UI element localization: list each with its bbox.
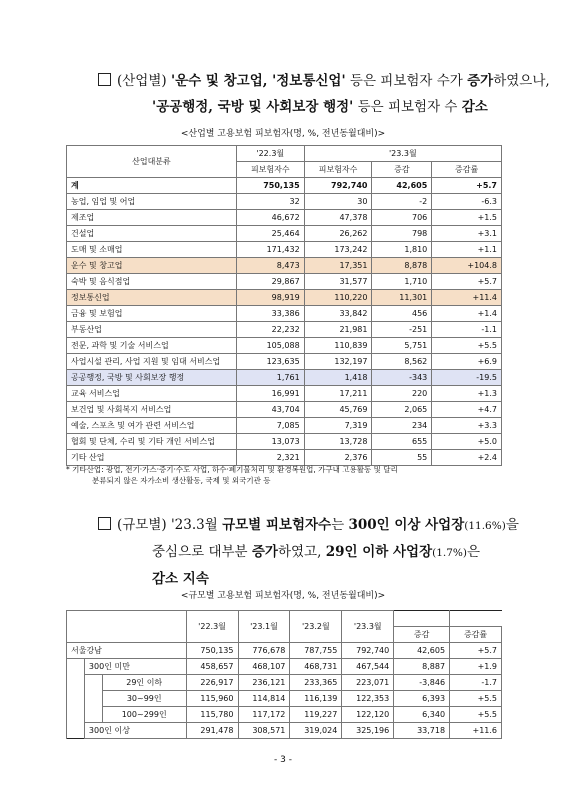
value-cell: 1,418	[304, 370, 372, 386]
table-row	[67, 691, 502, 707]
table-row	[67, 242, 502, 258]
value-cell: 119,227	[290, 707, 342, 723]
value-cell: 319,024	[290, 723, 342, 739]
summary-line-1	[98, 68, 550, 94]
checkbox-square-icon	[98, 517, 111, 530]
table-header-row	[67, 611, 502, 627]
value-cell: 2,376	[304, 450, 372, 466]
size-name-cell: 300인 미만	[84, 659, 186, 675]
value-cell: 706	[372, 210, 432, 226]
value-cell: 468,107	[238, 659, 290, 675]
indent-cell	[84, 707, 102, 723]
value-cell: 1,710	[372, 274, 432, 290]
value-cell: 29,867	[236, 274, 304, 290]
table-row	[67, 675, 502, 691]
industry-name-cell: 제조업	[67, 210, 237, 226]
value-cell: +5.5	[450, 707, 502, 723]
summary-text: 을	[505, 517, 519, 533]
value-cell: +1.9	[450, 659, 502, 675]
value-cell: +5.7	[432, 274, 502, 290]
section-industry-summary	[98, 68, 550, 120]
value-cell: 456	[372, 306, 432, 322]
header-industry: 산업대분류	[67, 146, 237, 178]
table-row	[67, 178, 502, 194]
value-cell: 32	[236, 194, 304, 210]
header-change: 증감	[394, 627, 450, 643]
value-cell: 17,211	[304, 386, 372, 402]
industry-name-cell: 계	[67, 178, 237, 194]
value-cell: 45,769	[304, 402, 372, 418]
industry-name-cell: 건설업	[67, 226, 237, 242]
value-cell: 55	[372, 450, 432, 466]
header-spacer	[450, 611, 502, 627]
summary-text: 하였으나,	[493, 73, 550, 89]
summary-bold-decrease: 감소	[461, 99, 488, 115]
subheader-rate: 증감률	[432, 162, 502, 178]
industry-name-cell: 정보통신업	[67, 290, 237, 306]
value-cell: +2.4	[432, 450, 502, 466]
value-cell: 26,262	[304, 226, 372, 242]
size-name-cell: 서울강남	[67, 643, 187, 659]
value-cell: 308,571	[238, 723, 290, 739]
size-table	[66, 610, 502, 739]
value-cell: 7,085	[236, 418, 304, 434]
summary-text: 은	[467, 544, 481, 560]
table-row	[67, 386, 502, 402]
table1-caption: <산업별 고용보험 피보험자(명, %, 전년동월대비)>	[180, 129, 386, 139]
value-cell: 1,810	[372, 242, 432, 258]
value-cell: +3.3	[432, 418, 502, 434]
size-name-cell: 30~99인	[102, 691, 186, 707]
table-row	[67, 707, 502, 723]
summary-bold: 감소 지속	[152, 571, 209, 587]
value-cell: 325,196	[342, 723, 394, 739]
value-cell: -19.5	[432, 370, 502, 386]
value-cell: +5.5	[432, 338, 502, 354]
table-row	[67, 322, 502, 338]
value-cell: 21,981	[304, 322, 372, 338]
value-cell: +1.4	[432, 306, 502, 322]
table-row	[67, 418, 502, 434]
value-cell: +11.6	[450, 723, 502, 739]
industry-name-cell: 기타 산업	[67, 450, 237, 466]
table-row	[67, 643, 502, 659]
value-cell: -6.3	[432, 194, 502, 210]
header-23-1: '23.1월	[238, 611, 290, 643]
value-cell: 6,393	[394, 691, 450, 707]
value-cell: +6.9	[432, 354, 502, 370]
footnote-line: * 기타산업: 광업, 전기·가스·증기·수도 사업, 하수·폐기물처리 및 환경복원업, 가구내 고용활동 및 달리	[66, 465, 398, 474]
industry-name-cell: 부동산업	[67, 322, 237, 338]
value-cell: +3.1	[432, 226, 502, 242]
header-23-3: '23.3월	[342, 611, 394, 643]
industry-name-cell: 전문, 과학 및 기술 서비스업	[67, 338, 237, 354]
table-row	[67, 402, 502, 418]
table1-footnote	[66, 464, 506, 486]
value-cell: 115,960	[186, 691, 238, 707]
summary-bold-industries: '운수 및 창고업, '정보통신업'	[170, 73, 346, 89]
indent-cell	[67, 659, 85, 675]
subheader-insured: 피보험자수	[304, 162, 372, 178]
value-cell: 750,135	[186, 643, 238, 659]
summary-text: 는	[331, 517, 349, 533]
value-cell: 13,073	[236, 434, 304, 450]
summary-bold: 규모별 피보험자수	[222, 517, 332, 533]
value-cell: -343	[372, 370, 432, 386]
table-row	[67, 258, 502, 274]
value-cell: 33,842	[304, 306, 372, 322]
summary-bold: 증가	[251, 544, 278, 560]
value-cell: 11,301	[372, 290, 432, 306]
header-22-3: '22.3월	[236, 146, 304, 162]
section-size-summary	[98, 512, 518, 592]
value-cell: 46,672	[236, 210, 304, 226]
industry-name-cell: 사업시설 관리, 사업 지원 및 임대 서비스업	[67, 354, 237, 370]
industry-name-cell: 금융 및 보험업	[67, 306, 237, 322]
value-cell: 122,120	[342, 707, 394, 723]
value-cell: 114,814	[238, 691, 290, 707]
header-blank	[67, 611, 187, 643]
value-cell: 13,728	[304, 434, 372, 450]
summary-text: 중심으로 대부분	[152, 544, 252, 560]
table-row	[67, 659, 502, 675]
industry-name-cell: 숙박 및 음식점업	[67, 274, 237, 290]
value-cell: 17,351	[304, 258, 372, 274]
value-cell: 173,242	[304, 242, 372, 258]
summary-text: 하였고,	[277, 544, 326, 560]
checkbox-square-icon	[98, 73, 111, 86]
table-header-row	[67, 146, 502, 162]
industry-table	[66, 145, 502, 466]
value-cell: 6,340	[394, 707, 450, 723]
value-cell: 8,473	[236, 258, 304, 274]
summary-percent: (1.7%)	[432, 547, 467, 559]
header-23-2: '23.2월	[290, 611, 342, 643]
value-cell: 42,605	[372, 178, 432, 194]
header-rate: 증감률	[450, 627, 502, 643]
value-cell: 226,917	[186, 675, 238, 691]
industry-name-cell: 농업, 임업 및 어업	[67, 194, 237, 210]
indent-cell	[67, 723, 85, 739]
value-cell: -2	[372, 194, 432, 210]
summary-line-1	[98, 512, 518, 539]
industry-name-cell: 운수 및 창고업	[67, 258, 237, 274]
subheader-insured: 피보험자수	[236, 162, 304, 178]
indent-cell	[67, 707, 85, 723]
table-row	[67, 354, 502, 370]
value-cell: 16,991	[236, 386, 304, 402]
industry-name-cell: 예술, 스포츠 및 여가 관련 서비스업	[67, 418, 237, 434]
summary-line-2	[98, 94, 518, 120]
value-cell: 776,678	[238, 643, 290, 659]
table-row	[67, 434, 502, 450]
value-cell: 2,065	[372, 402, 432, 418]
header-23-3: '23.3월	[304, 146, 501, 162]
size-name-cell: 300인 이상	[84, 723, 186, 739]
value-cell: +5.7	[450, 643, 502, 659]
summary-percent: (11.6%)	[464, 520, 506, 532]
value-cell: 220	[372, 386, 432, 402]
table-row	[67, 210, 502, 226]
value-cell: +1.1	[432, 242, 502, 258]
value-cell: 123,635	[236, 354, 304, 370]
table2-caption: <규모별 고용보험 피보험자(명, %, 전년동월대비)>	[180, 591, 386, 601]
value-cell: 8,887	[394, 659, 450, 675]
value-cell: -1.1	[432, 322, 502, 338]
value-cell: 223,071	[342, 675, 394, 691]
value-cell: 792,740	[304, 178, 372, 194]
value-cell: 105,088	[236, 338, 304, 354]
summary-line-2	[98, 539, 518, 566]
indent-cell	[67, 691, 85, 707]
value-cell: 458,657	[186, 659, 238, 675]
value-cell: -251	[372, 322, 432, 338]
size-name-cell: 100~299인	[102, 707, 186, 723]
summary-text: (규모별) '23.3월	[117, 517, 223, 533]
value-cell: 655	[372, 434, 432, 450]
value-cell: 116,139	[290, 691, 342, 707]
value-cell: -3,846	[394, 675, 450, 691]
value-cell: 25,464	[236, 226, 304, 242]
value-cell: 468,731	[290, 659, 342, 675]
value-cell: 110,839	[304, 338, 372, 354]
summary-text: 등은 피보험자 수	[353, 99, 462, 115]
value-cell: +104.8	[432, 258, 502, 274]
summary-bold: 29인 이하 사업장	[325, 544, 433, 560]
value-cell: 750,135	[236, 178, 304, 194]
value-cell: +5.7	[432, 178, 502, 194]
value-cell: 7,319	[304, 418, 372, 434]
table-row	[67, 723, 502, 739]
value-cell: 2,321	[236, 450, 304, 466]
industry-name-cell: 보건업 및 사회복지 서비스업	[67, 402, 237, 418]
value-cell: +1.5	[432, 210, 502, 226]
value-cell: +5.5	[450, 691, 502, 707]
value-cell: 8,878	[372, 258, 432, 274]
value-cell: 115,780	[186, 707, 238, 723]
summary-bold: 300인 이상 사업장	[348, 517, 465, 533]
value-cell: 291,478	[186, 723, 238, 739]
value-cell: 8,562	[372, 354, 432, 370]
page-number: - 3 -	[274, 755, 292, 765]
value-cell: -1.7	[450, 675, 502, 691]
summary-bold-increase: 증가	[467, 73, 494, 89]
header-22-3: '22.3월	[186, 611, 238, 643]
industry-name-cell: 협회 및 단체, 수리 및 기타 개인 서비스업	[67, 434, 237, 450]
value-cell: 33,718	[394, 723, 450, 739]
value-cell: 47,378	[304, 210, 372, 226]
summary-label: (산업별)	[117, 73, 171, 89]
value-cell: 42,605	[394, 643, 450, 659]
indent-cell	[84, 691, 102, 707]
table-row	[67, 194, 502, 210]
footnote-line: 분류되지 않은 자가소비 생산활동, 국제 및 외국기관 등	[92, 476, 271, 485]
header-spacer	[394, 611, 450, 627]
table-row	[67, 370, 502, 386]
indent-cell	[67, 675, 85, 691]
value-cell: 31,577	[304, 274, 372, 290]
value-cell: 1,761	[236, 370, 304, 386]
value-cell: 798	[372, 226, 432, 242]
value-cell: 787,755	[290, 643, 342, 659]
table-row	[67, 338, 502, 354]
value-cell: 792,740	[342, 643, 394, 659]
table-row	[67, 226, 502, 242]
value-cell: 43,704	[236, 402, 304, 418]
table-row	[67, 274, 502, 290]
value-cell: 117,172	[238, 707, 290, 723]
value-cell: 122,353	[342, 691, 394, 707]
summary-text: 등은 피보험자 수가	[345, 73, 468, 89]
size-name-cell: 29인 이하	[102, 675, 186, 691]
table-row	[67, 290, 502, 306]
industry-name-cell: 도매 및 소매업	[67, 242, 237, 258]
value-cell: +4.7	[432, 402, 502, 418]
industry-name-cell: 공공행정, 국방 및 사회보장 행정	[67, 370, 237, 386]
value-cell: +5.0	[432, 434, 502, 450]
value-cell: 132,197	[304, 354, 372, 370]
value-cell: 234	[372, 418, 432, 434]
value-cell: 233,365	[290, 675, 342, 691]
summary-bold-public: '공공행정, 국방 및 사회보장 행정'	[152, 99, 354, 115]
value-cell: +1.3	[432, 386, 502, 402]
value-cell: +11.4	[432, 290, 502, 306]
value-cell: 98,919	[236, 290, 304, 306]
table-row	[67, 306, 502, 322]
value-cell: 22,232	[236, 322, 304, 338]
value-cell: 5,751	[372, 338, 432, 354]
indent-cell	[84, 675, 102, 691]
value-cell: 171,432	[236, 242, 304, 258]
value-cell: 110,220	[304, 290, 372, 306]
value-cell: 236,121	[238, 675, 290, 691]
industry-name-cell: 교육 서비스업	[67, 386, 237, 402]
value-cell: 30	[304, 194, 372, 210]
value-cell: 33,386	[236, 306, 304, 322]
subheader-change: 증감	[372, 162, 432, 178]
value-cell: 467,544	[342, 659, 394, 675]
